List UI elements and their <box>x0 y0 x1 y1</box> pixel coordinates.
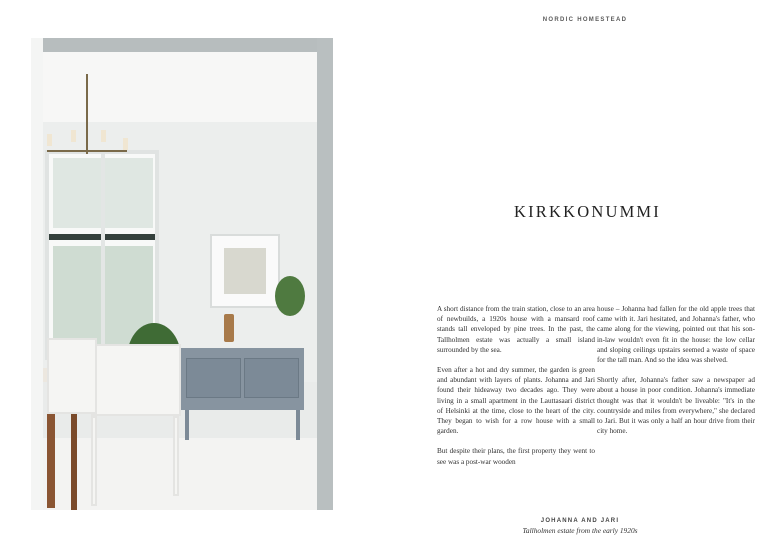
caption-subtitle: Tallholmen estate from the early 1920s <box>522 526 638 535</box>
candle <box>71 130 76 142</box>
paragraph: A short distance from the train station, close to an area of newbuilds, a 1920s house with a mansard roof stands tall enveloped by pine trees. In the past, the Tallholmen estate was actually a small island surrounded by the sea. <box>437 305 595 354</box>
candle <box>101 130 106 142</box>
candle <box>47 134 52 146</box>
interior-photo <box>31 38 333 510</box>
text-column-2 <box>597 304 755 446</box>
paragraph: Even after a hot and dry summer, the garden is green and abundant with layers of plants. Johanna and Jari found their hideaway two decades ago. They were living in a small apartment in the Lauttasaari district of Helsinki at the time, close to the heart of the city. They began to wish for a row house with a small garden. <box>437 366 595 436</box>
door-frame-right <box>317 38 333 510</box>
white-chair <box>91 344 181 416</box>
caption-names: JOHANNA AND JARI <box>540 518 620 524</box>
photo-floor <box>43 438 317 510</box>
shelf-plant <box>275 276 305 316</box>
door-frame-top <box>31 38 333 52</box>
white-chair <box>47 338 97 414</box>
paragraph: But despite their plans, the first property they went to see was a post-war wooden <box>437 447 595 466</box>
section-kicker: NORDIC HOMESTEAD <box>542 17 628 23</box>
chandelier <box>86 74 88 154</box>
chandelier-arm <box>47 150 127 152</box>
paragraph: Shortly after, Johanna's father saw a newspaper ad about a house in poor condition. Johanna's immediate thought was that it wouldn't be liveable: "It's in the countryside and miles from everywhere," she declared to Jari. But it was only a half an hour drive from their city home. <box>597 376 755 436</box>
wall-artwork <box>210 234 280 308</box>
photo-ceiling <box>43 52 317 122</box>
text-column-1 <box>437 304 595 477</box>
vase <box>224 314 234 342</box>
paragraph: house – Johanna had fallen for the old apple trees that came with it. Jari hesitated, and Johanna's father, who came along for the viewing, pointed out that his son-in-law wouldn't even fit in the house: the low cellar and sloping ceilings upstairs seemed a waste of space for the tall man. And so the idea was shelved. <box>597 305 755 365</box>
blue-sideboard <box>181 348 304 410</box>
article-title: KIRKKONUMMI <box>513 202 662 221</box>
candle <box>123 138 128 150</box>
